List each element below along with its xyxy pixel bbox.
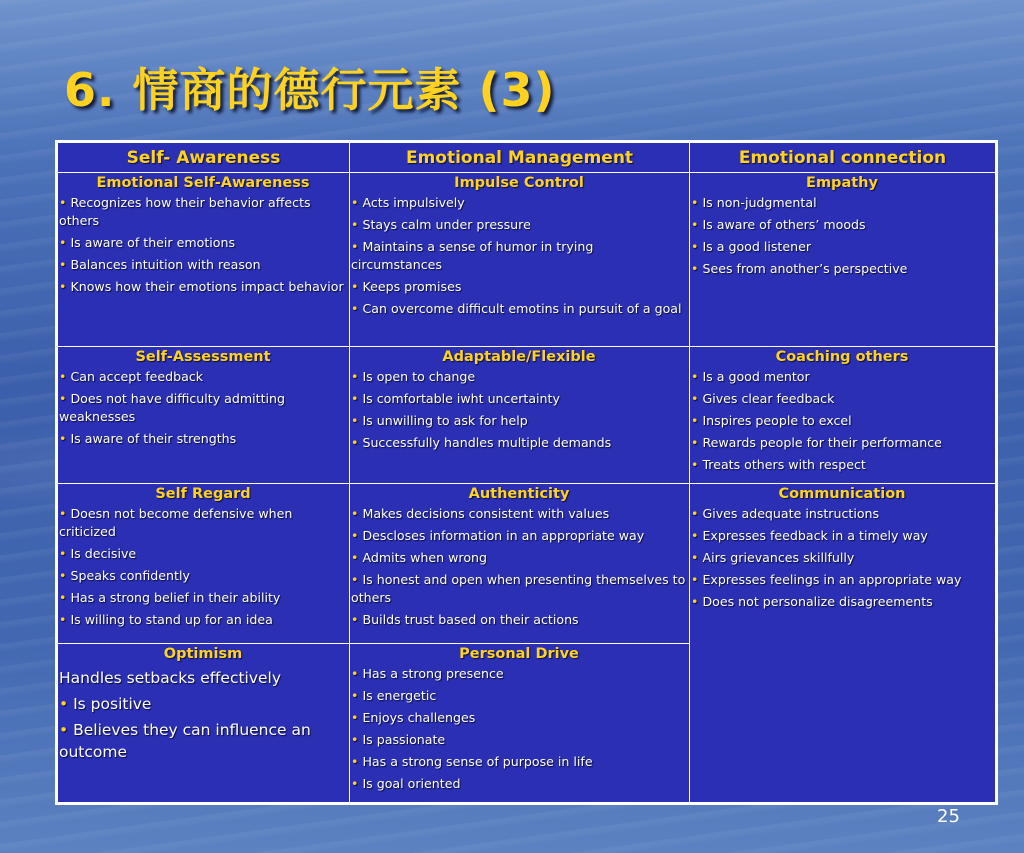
list-item: • Makes decisions consistent with values [351,506,610,521]
plain-text-line: Handles setbacks effectively [59,669,282,687]
cell-heading: Authenticity [468,486,570,502]
bullet-icon: • [59,506,67,521]
bullet-icon: • [691,217,699,232]
bullet-icon: • [351,776,359,791]
list-item: • Has a strong presence [351,666,504,681]
bullet-icon: • [351,572,359,587]
list-item: • Is energetic [351,688,437,703]
column-header-emotional-management: Emotional Management [350,142,690,173]
list-item: • Can overcome difficult emotins in pursuit of a goal [351,301,682,316]
table-row [57,484,997,644]
list-item: • Expresses feelings in an appropriate way [691,572,962,587]
cell-heading: Self Regard [155,486,251,502]
bullet-icon: • [59,257,67,272]
list-item: • Doesn not become defensive when criticized [59,506,293,539]
bullet-list [351,665,687,793]
bullet-list [351,505,687,629]
list-item: • Is a good mentor [691,369,810,384]
table-cell [57,173,350,347]
list-item: • Is willing to stand up for an idea [59,612,273,627]
bullet-icon: • [351,550,359,565]
list-item: • Is comfortable iwht uncertainty [351,391,560,406]
cell-heading: Impulse Control [454,175,584,191]
bullet-list [59,368,347,448]
bullet-icon: • [351,506,359,521]
bullet-icon: • [59,721,69,739]
bullet-icon: • [351,195,359,210]
list-item: • Is goal oriented [351,776,461,791]
list-item: • Expresses feedback in a timely way [691,528,928,543]
list-item: • Airs grievances skillfully [691,550,855,565]
bullet-icon: • [351,391,359,406]
list-item: • Gives adequate instructions [691,506,880,521]
list-item: • Enjoys challenges [351,710,476,725]
bullet-icon: • [351,413,359,428]
bullet-icon: • [351,732,359,747]
table-cell [350,347,690,484]
list-item: • Balances intuition with reason [59,257,261,272]
list-item: • Believes they can influence an outcome [59,721,311,761]
list-item: • Gives clear feedback [691,391,835,406]
bullet-list [59,505,347,629]
list-item: • Is aware of others’ moods [691,217,866,232]
page-number: 25 [937,806,960,827]
list-item: • Has a strong sense of purpose in life [351,754,593,769]
list-item: • Is aware of their strengths [59,431,237,446]
column-header-self-awareness: Self- Awareness [57,142,350,173]
bullet-icon: • [351,239,359,254]
bullet-list [691,368,993,474]
list-item: • Knows how their emotions impact behavior [59,279,344,294]
table-header-row [57,142,997,173]
bullet-icon: • [59,568,67,583]
bullet-icon: • [351,688,359,703]
cell-heading: Emotional Self-Awareness [96,175,310,191]
bullet-icon: • [691,528,699,543]
bullet-icon: • [691,195,699,210]
table-row [57,173,997,347]
bullet-list [59,194,347,296]
bullet-icon: • [691,261,699,276]
table-row [57,347,997,484]
bullet-icon: • [59,195,67,210]
bullet-icon: • [351,612,359,627]
list-item: • Is non-judgmental [691,195,817,210]
bullet-icon: • [351,279,359,294]
slide-title: 6. 情商的德行元素 (3) [64,63,556,117]
list-item: • Stays calm under pressure [351,217,531,232]
bullet-icon: • [59,590,67,605]
list-item: • Maintains a sense of humor in trying circumstances [351,239,594,272]
table-cell [690,173,997,347]
list-item: • Does not personalize disagreements [691,594,933,609]
bullet-icon: • [351,710,359,725]
bullet-icon: • [59,546,67,561]
list-item: • Is a good listener [691,239,812,254]
list-item: • Keeps promises [351,279,462,294]
bullet-icon: • [59,612,67,627]
list-item: • Is decisive [59,546,137,561]
list-item: • Rewards people for their performance [691,435,942,450]
bullet-list [351,368,687,452]
cell-heading: Communication [778,486,906,502]
list-item: • Is passionate [351,732,446,747]
bullet-icon: • [691,506,699,521]
bullet-icon: • [351,301,359,316]
bullet-icon: • [351,666,359,681]
bullet-icon: • [351,528,359,543]
bullet-icon: • [691,594,699,609]
bullet-list [59,693,347,763]
table-cell [350,173,690,347]
cell-heading: Self-Assessment [135,349,271,365]
table-cell [350,644,690,804]
list-item: • Descloses information in an appropriate way [351,528,645,543]
bullet-icon: • [351,435,359,450]
table-cell [57,347,350,484]
list-item: • Recognizes how their behavior affects others [59,195,311,228]
list-item: • Is positive [59,695,152,713]
bullet-icon: • [59,695,69,713]
list-item: • Is aware of their emotions [59,235,236,250]
list-item: • Admits when wrong [351,550,488,565]
list-item: • Treats others with respect [691,457,866,472]
bullet-list [691,505,993,611]
list-item: • Is honest and open when presenting themselves to others [351,572,686,605]
bullet-icon: • [691,239,699,254]
bullet-icon: • [691,572,699,587]
list-item: • Can accept feedback [59,369,204,384]
bullet-icon: • [59,391,67,406]
table-cell [57,484,350,644]
bullet-icon: • [351,369,359,384]
table-cell [690,484,997,804]
column-header-emotional-connection: Emotional connection [690,142,997,173]
list-item: • Successfully handles multiple demands [351,435,612,450]
bullet-icon: • [691,550,699,565]
cell-heading: Coaching others [775,349,909,365]
bullet-icon: • [59,279,67,294]
bullet-icon: • [691,435,699,450]
emotional-intelligence-table [55,140,998,805]
bullet-icon: • [691,457,699,472]
list-item: • Is open to change [351,369,476,384]
bullet-list [351,194,687,318]
bullet-icon: • [351,754,359,769]
list-item: • Sees from another’s perspective [691,261,908,276]
bullet-icon: • [59,369,67,384]
bullet-icon: • [691,369,699,384]
cell-heading: Adaptable/Flexible [442,349,596,365]
list-item: • Inspires people to excel [691,413,852,428]
list-item: • Has a strong belief in their ability [59,590,281,605]
list-item: • Is unwilling to ask for help [351,413,528,428]
cell-heading: Empathy [806,175,878,191]
bullet-icon: • [691,391,699,406]
bullet-icon: • [351,217,359,232]
list-item: • Does not have difficulty admitting weaknesses [59,391,285,424]
bullet-icon: • [59,431,67,446]
table-cell [350,484,690,644]
bullet-list [691,194,993,278]
bullet-icon: • [59,235,67,250]
cell-heading: Personal Drive [459,646,579,662]
list-item: • Builds trust based on their actions [351,612,579,627]
table-cell [690,347,997,484]
bullet-icon: • [691,413,699,428]
cell-heading: Optimism [163,646,243,662]
table-cell [57,644,350,804]
list-item: • Speaks confidently [59,568,190,583]
list-item: • Acts impulsively [351,195,465,210]
